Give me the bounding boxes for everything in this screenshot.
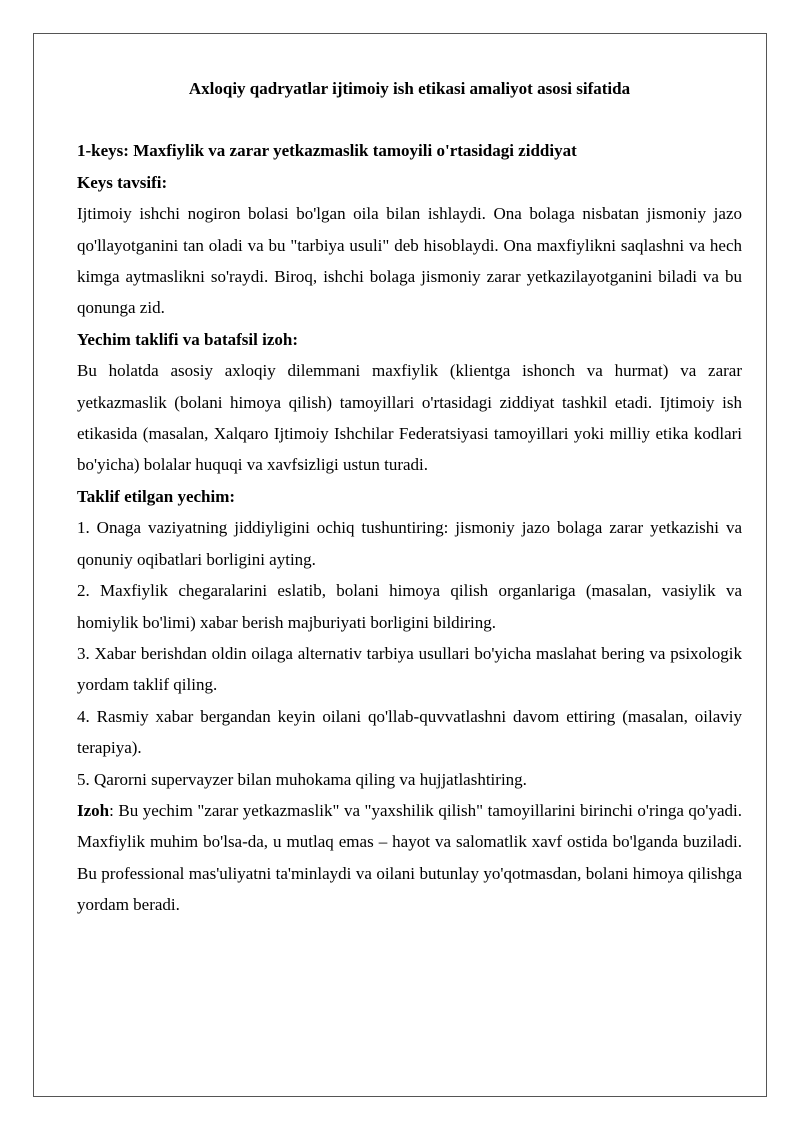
note-text: : Bu yechim "zarar yetkazmaslik" va "yaxshilik qilish" tamoyillarini birinchi o'ringa qo'yadi. Maxfiylik muhim bo'lsa-da, u mutlaq emas – hayot va salomatlik xavf ostida bo'lganda buziladi. Bu professional mas'uliyatni ta'minlaydi va oilani butunlay yo'qotmasdan, bolani himoya qilishga yordam beradi. [77,800,742,915]
document-body [77,73,742,921]
note-paragraph [77,795,742,921]
steps-list [77,512,742,795]
description-heading: Keys tavsifi: [77,172,168,192]
description-paragraph: Ijtimoiy ishchi nogiron bolasi bo'lgan oila bilan ishlaydi. Ona bolaga nisbatan jismoniy jazo qo'llayotganini tan oladi va bu "tarbiya usuli" deb hisoblaydi. Ona maxfiylikni saqlashni va hech kimga aytmaslikni so'raydi. Biroq, ishchi bolaga jismoniy zarar yetkazilayotganini biladi va bu qonunga zid. [77,204,742,318]
note-label: Izoh [77,800,110,820]
case-title: 1-keys: Maxfiylik va zarar yetkazmaslik tamoyili o'rtasidagi ziddiyat [77,141,577,161]
list-item: 5. Qarorni supervayzer bilan muhokama qiling va hujjatlashtiring. [77,769,527,789]
list-item: 1. Onaga vaziyatning jiddiyligini ochiq tushuntiring: jismoniy jazo bolaga zarar yetkazishi va qonuniy oqibatlari borligini ayting. [77,518,742,569]
solution-heading: Yechim taklifi va batafsil izoh: [77,329,298,349]
document-title: Axloqiy qadryatlar ijtimoiy ish etikasi amaliyot asosi sifatida [188,79,631,98]
solution-paragraph: Bu holatda asosiy axloqiy dilemmani maxfiylik (klientga ishonch va hurmat) va zarar yetkazmaslik (bolani himoya qilish) tamoyillari o'rtasidagi ziddiyat tashkil etadi. Ijtimoiy ish etikasida (masalan, Xalqaro Ijtimoiy Ishchilar Federatsiyasi tamoyillari yoki milliy etika kodlari bo'yicha) bolalar huquqi va xavfsizligi ustun turadi. [77,361,742,475]
proposed-solution-heading: Taklif etilgan yechim: [77,486,236,506]
list-item: 4. Rasmiy xabar bergandan keyin oilani qo'llab-quvvatlashni davom ettiring (masalan, oilaviy terapiya). [77,706,742,758]
list-item: 3. Xabar berishdan oldin oilaga alternativ tarbiya usullari bo'yicha maslahat bering va psixologik yordam taklif qiling. [77,643,742,695]
list-item: 2. Maxfiylik chegaralarini eslatib, bolani himoya qilish organlariga (masalan, vasiylik va homiylik bo'limi) xabar berish majburiyati borligini bildiring. [77,581,742,632]
